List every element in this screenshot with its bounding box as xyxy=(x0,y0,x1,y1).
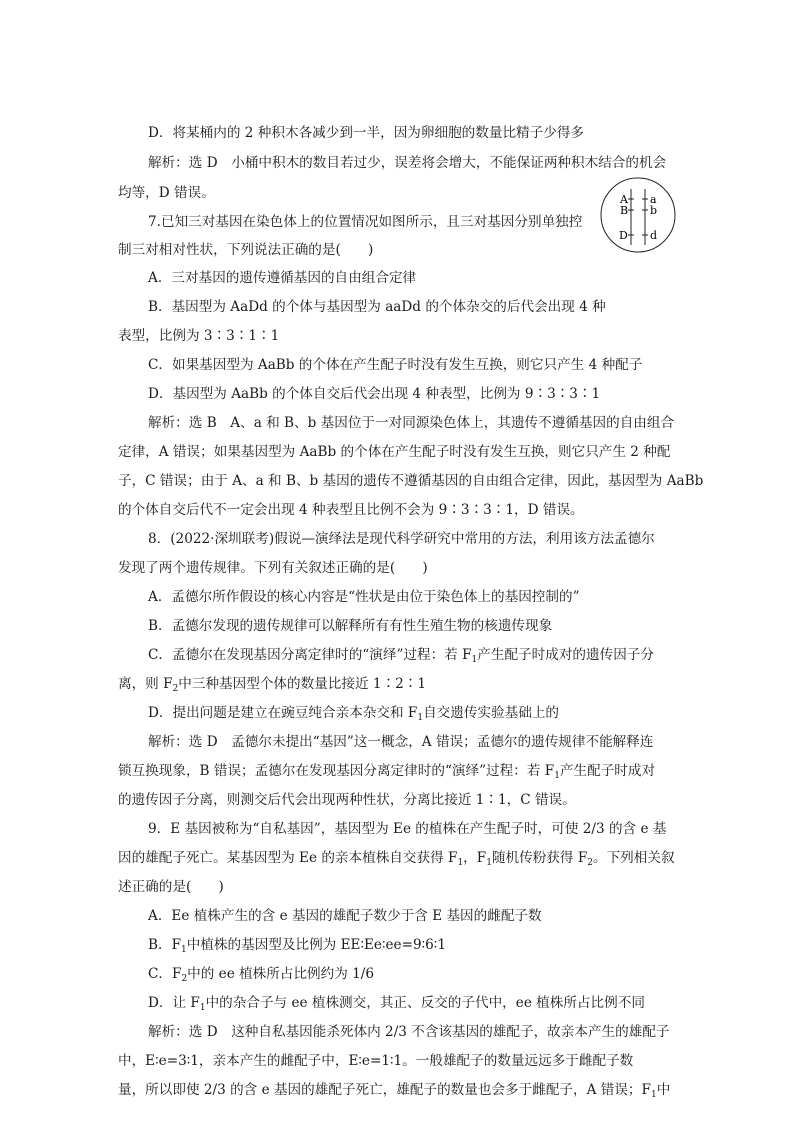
question-9-stem-cont: 因的雄配子死亡。某基因型为 Ee 的亲本植株自交获得 $F_1$，$F_1$随机传粉获得 $F_2$。下列相关叙 xyxy=(118,850,675,868)
option-a-q7: A．三对基因的遗传遵循基因的自由组合定律 xyxy=(148,270,417,286)
cell-outline xyxy=(601,178,675,252)
option-d-q8: D．提出问题是建立在豌豆纯合亲本杂交和 $F_1$自交遗传实验基础上的 xyxy=(148,705,560,723)
analysis-q7: 解析：选 B A、a 和 B、b 基因位于一对同源染色体上，其遗传不遵循基因的自由组合 xyxy=(148,415,675,431)
analysis-q7-cont2: 子，C 错误；由于 A、a 和 B、b 基因的遗传不遵循基因的自由组合定律，因此，基因型为 AaBb xyxy=(118,473,704,489)
option-c-q8: C．孟德尔在发现基因分离定律时的“演绎”过程：若 $F_1$产生配子时成对的遗传因子分 xyxy=(148,647,654,665)
chromosome-diagram xyxy=(600,177,676,253)
option-c-q9: C．$F_2$中的 ee 植株所占比例约为 1/6 xyxy=(148,966,375,984)
option-a-q8: A．孟德尔所作假设的核心内容是“性状是由位于染色体上的基因控制的” xyxy=(148,589,580,605)
gene-D-label: D xyxy=(619,229,628,242)
option-b-q7-cont: 表型，比例为 3∶3∶1∶1 xyxy=(118,328,280,344)
question-9-stem: 9．E 基因被称为“自私基因”，基因型为 Ee 的植株在产生配子时，可使 2/3 的含 e 基 xyxy=(148,821,667,837)
analysis-q7-cont3: 的个体自交后代不一定会出现 4 种表型且比例不会为 9∶3∶3∶1，D 错误。 xyxy=(118,502,584,518)
analysis-q6: 解析：选 D 小桶中积木的数目若过少，误差将会增大，不能保证两种积木结合的机会 xyxy=(148,155,667,171)
option-c-q7: C．如果基因型为 AaBb 的个体在产生配子时没有发生互换，则它只产生 4 种配子 xyxy=(148,357,643,373)
analysis-q7-cont1: 定律，A 错误；如果基因型为 AaBb 的个体在产生配子时没有发生互换，则它只产生 2 种配 xyxy=(118,444,671,460)
gene-B-label: B xyxy=(620,204,629,217)
option-b-q9: B．$F_1$中植株的基因型及比例为 EE∶Ee∶ee=9∶6∶1 xyxy=(148,937,446,955)
option-d-q7: D．基因型为 AaBb 的个体自交后代会出现 4 种表型，比例为 9∶3∶3∶1 xyxy=(148,386,601,402)
option-b-q7: B．基因型为 AaDd 的个体与基因型为 aaDd 的个体杂交的后代会出现 4 种 xyxy=(148,299,606,315)
option-d-q9: D．让 $F_1$中的杂合子与 ee 植株测交，其正、反交的子代中，ee 植株所占比例不同 xyxy=(148,995,645,1013)
analysis-q8: 解析：选 D 孟德尔未提出“基因”这一概念，A 错误；孟德尔的遗传规律不能解释连 xyxy=(148,734,654,750)
question-9-stem-cont2: 述正确的是( ) xyxy=(118,879,224,895)
question-7-stem-cont: 制三对相对性状，下列说法正确的是( ) xyxy=(118,242,374,258)
analysis-q8-cont1: 锁互换现象，B 错误；孟德尔在发现基因分离定律时的“演绎”过程：若 $F_1$产生配子时成对 xyxy=(118,763,656,781)
option-a-q9: A．Ee 植株产生的含 e 基因的雄配子数少于含 E 基因的雌配子数 xyxy=(148,908,542,924)
gene-d-label: d xyxy=(650,229,658,242)
question-8-stem: 8．(2022·深圳联考)假说—演绎法是现代科学研究中常用的方法，利用该方法孟德尔 xyxy=(148,531,655,547)
analysis-q9-cont1: 中，E∶e=3∶1，亲本产生的雌配子中，E∶e=1∶1。一般雄配子的数量远远多于雌配子数 xyxy=(118,1053,634,1069)
option-d-q6: D．将某桶内的 2 种积木各减少到一半，因为卵细胞的数量比精子少得多 xyxy=(148,125,584,141)
analysis-q9: 解析：选 D 这种自私基因能杀死体内 2/3 不含该基因的雄配子，故亲本产生的雄配子 xyxy=(148,1024,670,1040)
analysis-q6-cont: 均等，D 错误。 xyxy=(118,185,215,201)
gene-A-label: A xyxy=(620,193,628,206)
question-8-stem-cont: 发现了两个遗传规律。下列有关叙述正确的是( ) xyxy=(118,560,428,576)
analysis-q9-cont2: 量，所以即使 2/3 的含 e 基因的雄配子死亡，雄配子的数量也会多于雌配子，A 错误；$F_1$中 xyxy=(118,1082,671,1100)
option-c-q8-cont: 离，则 $F_2$中三种基因型个体的数量比接近 1∶2∶1 xyxy=(118,676,427,694)
analysis-q8-cont2: 的遗传因子分离，则测交后代会出现两种性状，分离比接近 1∶1，C 错误。 xyxy=(118,792,576,808)
option-b-q8: B．孟德尔发现的遗传规律可以解释所有有性生殖生物的核遗传现象 xyxy=(148,618,553,634)
question-7-stem: 7.已知三对基因在染色体上的位置情况如图所示，且三对基因分别单独控 xyxy=(148,214,583,230)
gene-a-label: a xyxy=(650,193,657,206)
gene-b-label: b xyxy=(650,204,658,217)
